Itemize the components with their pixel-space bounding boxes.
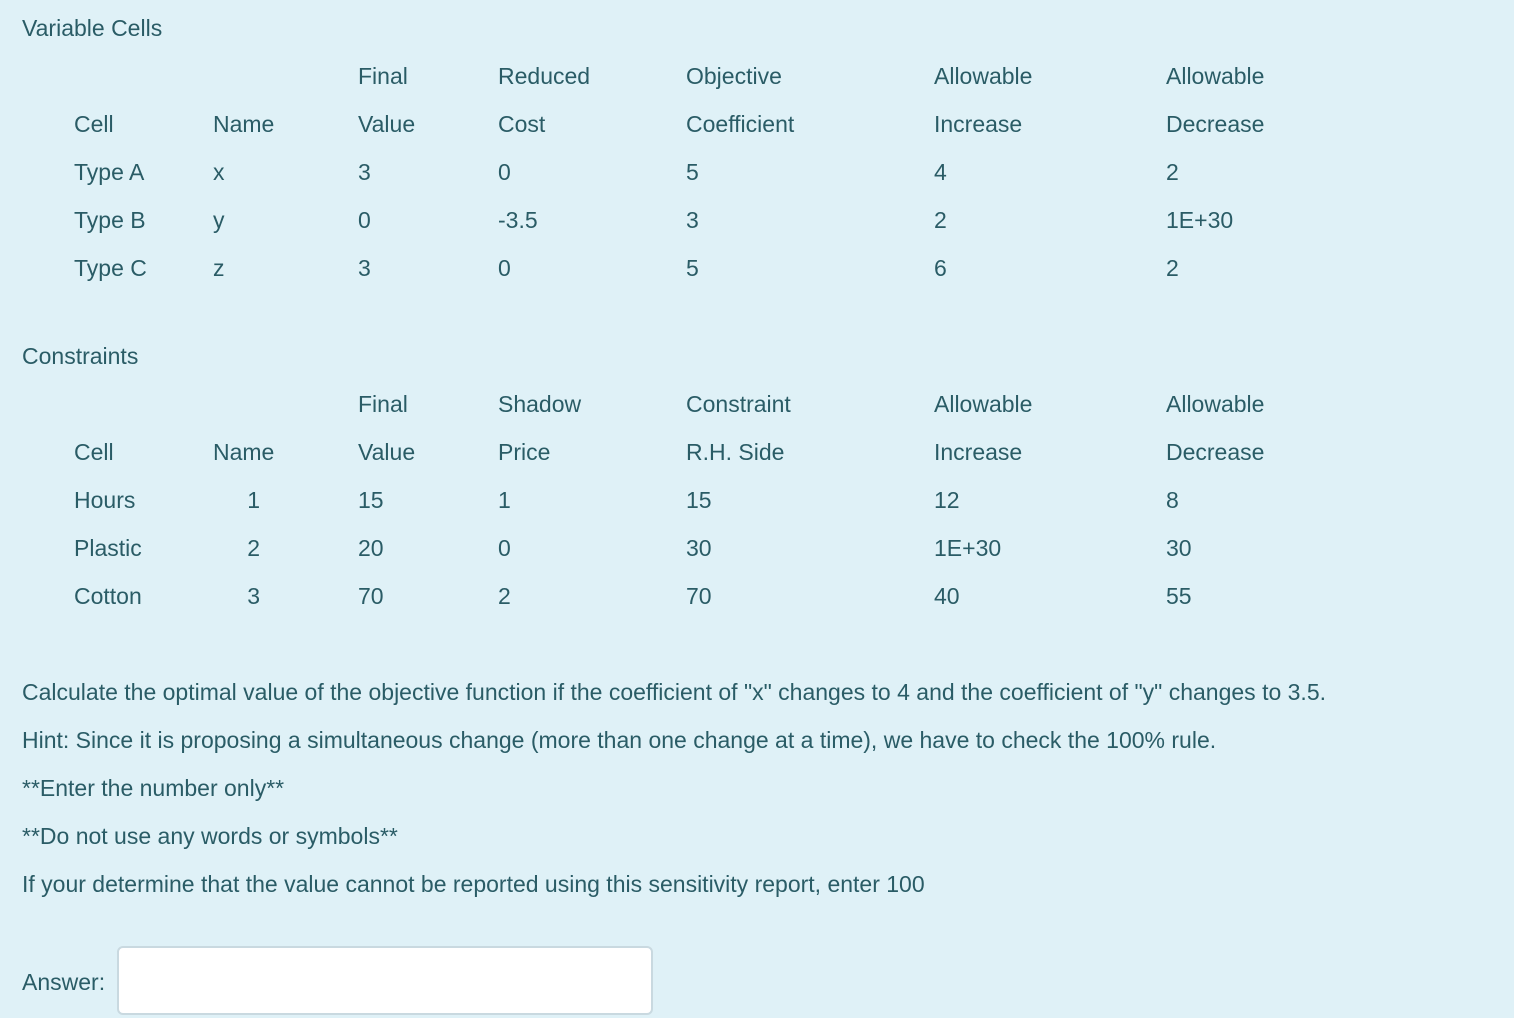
- header-final: Final: [358, 391, 408, 417]
- constraints-title: Constraints: [22, 343, 139, 369]
- table-cell: 15: [358, 487, 384, 513]
- table-cell: 20: [358, 535, 384, 561]
- header-allowable: Allowable: [934, 63, 1033, 89]
- table-cell: 40: [934, 583, 960, 609]
- header-value: Value: [358, 111, 416, 137]
- header-decrease: Decrease: [1166, 111, 1265, 137]
- table-cell: 1E+30: [1166, 207, 1234, 233]
- table-cell: 1E+30: [934, 535, 1002, 561]
- variable-cells-title: Variable Cells: [22, 15, 163, 41]
- table-cell: y: [213, 207, 225, 233]
- header-name: Name: [213, 439, 275, 465]
- header-coefficient: Coefficient: [686, 111, 795, 137]
- table-cell: 1: [498, 487, 511, 513]
- header-allowable: Allowable: [1166, 391, 1265, 417]
- table-cell: x: [213, 159, 225, 185]
- table-cell: 2: [498, 583, 511, 609]
- table-cell: Type C: [74, 255, 147, 281]
- header-price: Price: [498, 439, 551, 465]
- table-cell: 0: [498, 159, 511, 185]
- table-cell: 12: [934, 487, 960, 513]
- table-cell: Hours: [74, 487, 136, 513]
- table-cell: Type B: [74, 207, 146, 233]
- header-increase: Increase: [934, 111, 1023, 137]
- answer-label: Answer:: [22, 969, 106, 995]
- table-cell: 0: [358, 207, 371, 233]
- table-cell: z: [213, 255, 225, 281]
- header-allowable: Allowable: [934, 391, 1033, 417]
- question-text: Calculate the optimal value of the objective function if the coefficient of "x" changes to 4 and the coefficient of "y" changes to 3.5.: [22, 679, 1327, 705]
- table-cell: 4: [934, 159, 947, 185]
- header-cell: Cell: [74, 111, 114, 137]
- table-cell: 30: [1166, 535, 1192, 561]
- header-objective: Objective: [686, 63, 782, 89]
- table-cell: -3.5: [498, 207, 538, 233]
- table-cell: 0: [498, 535, 511, 561]
- table-cell: 2: [934, 207, 947, 233]
- table-cell: Plastic: [74, 535, 142, 561]
- table-cell: 70: [686, 583, 712, 609]
- header-shadow: Shadow: [498, 391, 582, 417]
- table-cell: 30: [686, 535, 712, 561]
- header-value: Value: [358, 439, 416, 465]
- table-cell: 1: [247, 487, 260, 513]
- header-decrease: Decrease: [1166, 439, 1265, 465]
- table-cell: Type A: [74, 159, 145, 185]
- header-reduced: Reduced: [498, 63, 591, 89]
- table-cell: 5: [686, 159, 699, 185]
- table-cell: 55: [1166, 583, 1192, 609]
- header-cell: Cell: [74, 439, 114, 465]
- table-cell: Cotton: [74, 583, 142, 609]
- instruction-text: If your determine that the value cannot be reported using this sensitivity report, enter 100: [22, 871, 925, 897]
- header-rh-side: R.H. Side: [686, 439, 785, 465]
- header-allowable: Allowable: [1166, 63, 1265, 89]
- table-cell: 3: [247, 583, 260, 609]
- instruction-text: **Enter the number only**: [22, 775, 285, 801]
- table-cell: 3: [686, 207, 699, 233]
- table-cell: 2: [1166, 159, 1179, 185]
- table-cell: 0: [498, 255, 511, 281]
- instruction-text: **Do not use any words or symbols**: [22, 823, 398, 849]
- table-cell: 70: [358, 583, 384, 609]
- header-name: Name: [213, 111, 275, 137]
- table-cell: 2: [247, 535, 260, 561]
- header-increase: Increase: [934, 439, 1023, 465]
- table-cell: 3: [358, 159, 371, 185]
- table-cell: 2: [1166, 255, 1179, 281]
- table-cell: 15: [686, 487, 712, 513]
- table-cell: 6: [934, 255, 947, 281]
- answer-input[interactable]: [117, 946, 653, 1015]
- table-cell: 5: [686, 255, 699, 281]
- table-cell: 3: [358, 255, 371, 281]
- header-final: Final: [358, 63, 408, 89]
- header-cost: Cost: [498, 111, 546, 137]
- header-constraint: Constraint: [686, 391, 791, 417]
- hint-text: Hint: Since it is proposing a simultaneous change (more than one change at a time), we have to check the 100% rule.: [22, 727, 1217, 753]
- table-cell: 8: [1166, 487, 1179, 513]
